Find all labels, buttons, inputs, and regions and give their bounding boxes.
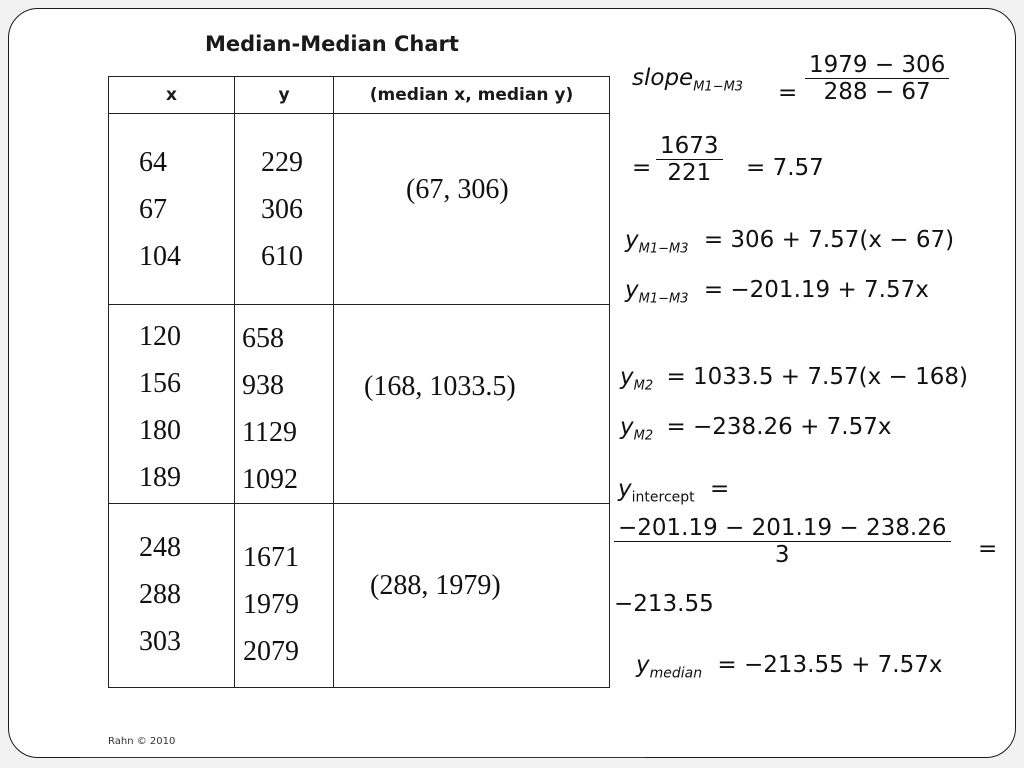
equals-sign: = — [978, 536, 998, 562]
x-value: 248 — [139, 532, 181, 563]
y-variable: y — [625, 227, 639, 253]
m2-subscript: M2 — [633, 428, 654, 444]
intercept-value: −213.55 — [614, 591, 714, 617]
slope-value: = 7.57 — [746, 155, 824, 181]
median-subscript: median — [649, 665, 703, 682]
slope-numerator: 1979 − 306 — [809, 52, 946, 78]
intercept-denominator: 3 — [614, 541, 951, 568]
header-median: (median x, median y) — [334, 77, 610, 114]
equals-sign: = — [709, 476, 730, 502]
y-value: 1979 — [243, 589, 299, 620]
m2-subscript: M2 — [633, 378, 654, 394]
slope-reduced-numerator: 1673 — [660, 133, 719, 159]
header-x: x — [109, 77, 235, 114]
x-cell — [109, 305, 235, 504]
median-median-table — [108, 76, 610, 688]
y-variable: y — [620, 364, 634, 390]
y-value: 1671 — [243, 542, 299, 573]
equals-sign: = — [632, 155, 652, 181]
chart-title: Median-Median Chart — [205, 32, 459, 56]
x-value: 189 — [139, 462, 181, 493]
bottom-divider — [80, 757, 645, 758]
median-line-equation — [636, 652, 942, 682]
slope-reduced-denominator: 221 — [656, 159, 723, 186]
y-cell — [235, 305, 334, 504]
m2-point-slope-equation — [620, 364, 968, 394]
m1m3-subscript: M1−M3 — [638, 291, 689, 307]
intercept-subscript: intercept — [631, 489, 695, 506]
m2-point-slope: = 1033.5 + 7.57(x − 168) — [666, 364, 968, 390]
table-row — [109, 114, 610, 305]
x-cell — [109, 114, 235, 305]
y-variable: y — [620, 414, 634, 440]
x-value: 288 — [139, 579, 181, 610]
median-cell — [334, 114, 610, 305]
x-value: 67 — [139, 194, 167, 225]
x-cell — [109, 504, 235, 688]
y-cell — [235, 504, 334, 688]
m1m3-point-slope-equation — [625, 227, 954, 257]
median-point: (168, 1033.5) — [364, 371, 516, 402]
header-y: y — [235, 77, 334, 114]
table-row — [109, 305, 610, 504]
slope-label: slope — [632, 65, 694, 91]
x-value: 180 — [139, 415, 181, 446]
y-value: 2079 — [243, 636, 299, 667]
table-header-row — [109, 77, 610, 114]
x-value: 156 — [139, 368, 181, 399]
intercept-label — [618, 476, 729, 506]
y-variable: y — [636, 652, 650, 678]
slope-reduced-fraction — [656, 133, 723, 186]
y-variable: y — [618, 476, 632, 502]
slope-subscript: M1−M3 — [693, 79, 744, 95]
m1m3-subscript: M1−M3 — [638, 241, 689, 257]
m2-intercept-form: = −238.26 + 7.57x — [666, 414, 892, 440]
y-value: 1129 — [242, 417, 297, 448]
m1m3-intercept-form: = −201.19 + 7.57x — [703, 277, 929, 303]
median-point: (288, 1979) — [370, 570, 501, 601]
y-value: 229 — [261, 147, 303, 178]
y-value: 306 — [261, 194, 303, 225]
m2-intercept-equation — [620, 414, 892, 444]
y-value: 658 — [242, 323, 284, 354]
slope-denominator: 288 − 67 — [805, 78, 949, 105]
x-value: 303 — [139, 626, 181, 657]
y-cell — [235, 114, 334, 305]
x-value: 104 — [139, 241, 181, 272]
y-variable: y — [625, 277, 639, 303]
y-value: 610 — [261, 241, 303, 272]
m1m3-intercept-equation — [625, 277, 929, 307]
copyright-credit: Rahn © 2010 — [108, 736, 176, 747]
table-row — [109, 504, 610, 688]
slope-fraction — [805, 52, 949, 105]
slope-equation — [632, 65, 743, 95]
equals-sign: = — [778, 80, 798, 106]
intercept-numerator: −201.19 − 201.19 − 238.26 — [618, 515, 947, 541]
x-value: 64 — [139, 147, 167, 178]
y-value: 1092 — [242, 464, 298, 495]
median-point: (67, 306) — [406, 174, 509, 205]
m1m3-point-slope: = 306 + 7.57(x − 67) — [703, 227, 955, 253]
median-cell — [334, 504, 610, 688]
intercept-fraction — [614, 515, 951, 568]
median-cell — [334, 305, 610, 504]
x-value: 120 — [139, 321, 181, 352]
median-line: = −213.55 + 7.57x — [717, 652, 943, 678]
y-value: 938 — [242, 370, 284, 401]
